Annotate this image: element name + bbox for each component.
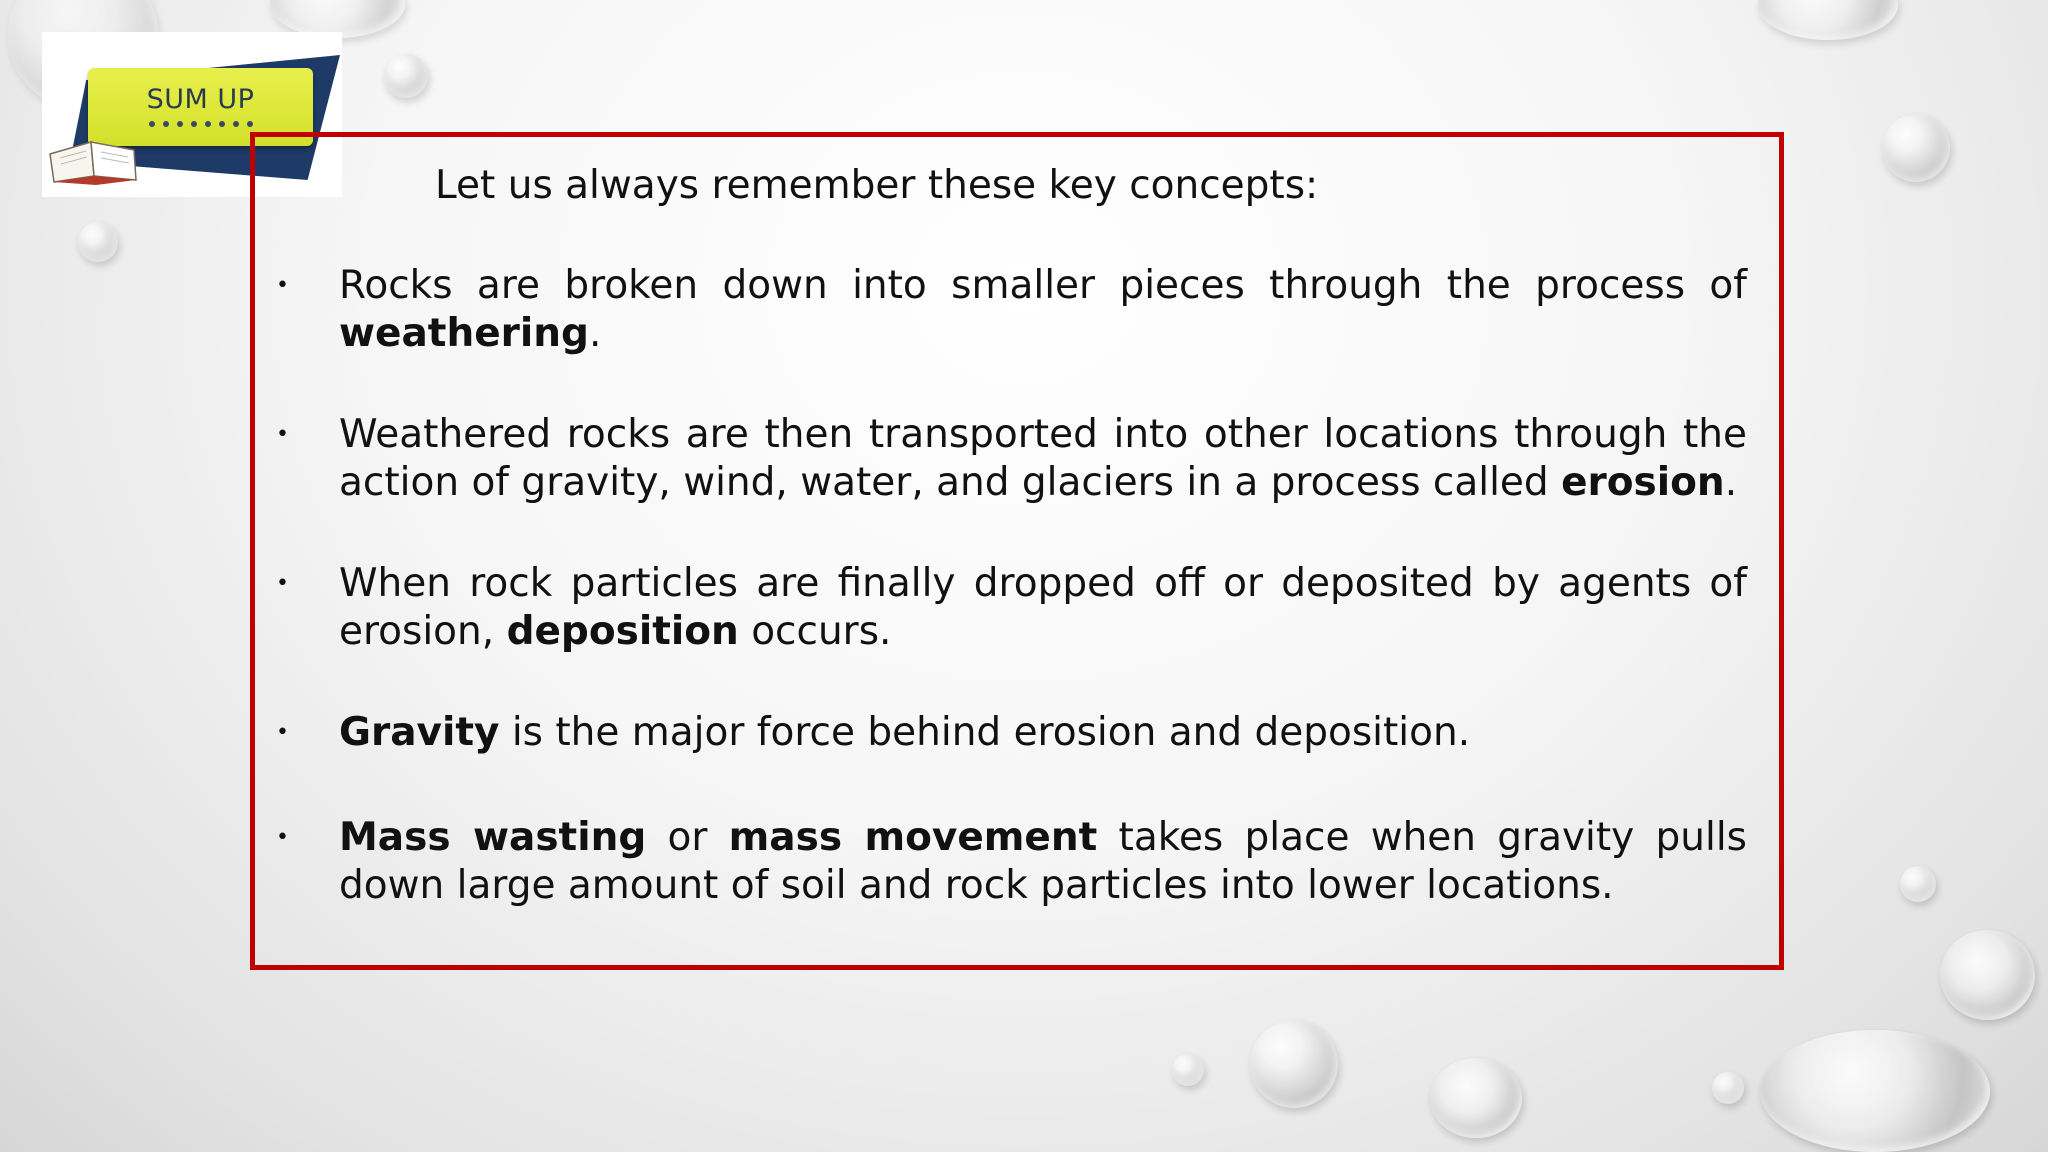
- key-term: Mass wasting: [339, 815, 647, 860]
- key-term: deposition: [506, 609, 739, 654]
- bullet-text: Gravity is the major force behind erosion and deposition.: [339, 710, 1471, 755]
- bullet-text: Rocks are broken down into smaller pieces through the process of weathering.: [339, 263, 1747, 356]
- open-book-icon: [46, 136, 141, 186]
- bullet-marker: •: [276, 273, 289, 298]
- bullet-marker: •: [276, 720, 289, 745]
- bullet-marker: •: [276, 571, 289, 596]
- water-drop-decoration: [78, 222, 118, 262]
- badge-dots-decoration: [149, 121, 253, 127]
- bullet-text: Mass wasting or mass movement takes place when gravity pulls down large amount of soil and rock particles into lower locations.: [339, 815, 1747, 908]
- bullet-text: When rock particles are finally dropped off or deposited by agents of erosion, deposition occurs.: [339, 561, 1747, 654]
- bullet-text: Weathered rocks are then transported into other locations through the action of gravity, wind, water, and glaciers in a process called erosion.: [339, 412, 1747, 505]
- water-drop-decoration: [1172, 1054, 1204, 1086]
- intro-text: Let us always remember these key concepts:: [435, 163, 1319, 208]
- water-drop-decoration: [384, 54, 428, 98]
- key-term: erosion: [1561, 460, 1725, 505]
- sum-up-label: SUM UP: [146, 83, 255, 115]
- water-drop-decoration: [1712, 1072, 1744, 1104]
- key-term: Gravity: [339, 710, 500, 755]
- bullet-marker: •: [276, 825, 289, 850]
- water-drop-decoration: [1760, 1030, 1990, 1152]
- water-drop-decoration: [1940, 930, 2035, 1020]
- water-drop-decoration: [1900, 866, 1936, 902]
- bullet-marker: •: [276, 422, 289, 447]
- water-drop-decoration: [1250, 1020, 1338, 1108]
- key-term: mass movement: [728, 815, 1098, 860]
- water-drop-decoration: [1430, 1058, 1522, 1138]
- water-drop-decoration: [1758, 0, 1898, 40]
- water-drop-decoration: [1882, 114, 1950, 182]
- key-term: weathering: [339, 311, 589, 356]
